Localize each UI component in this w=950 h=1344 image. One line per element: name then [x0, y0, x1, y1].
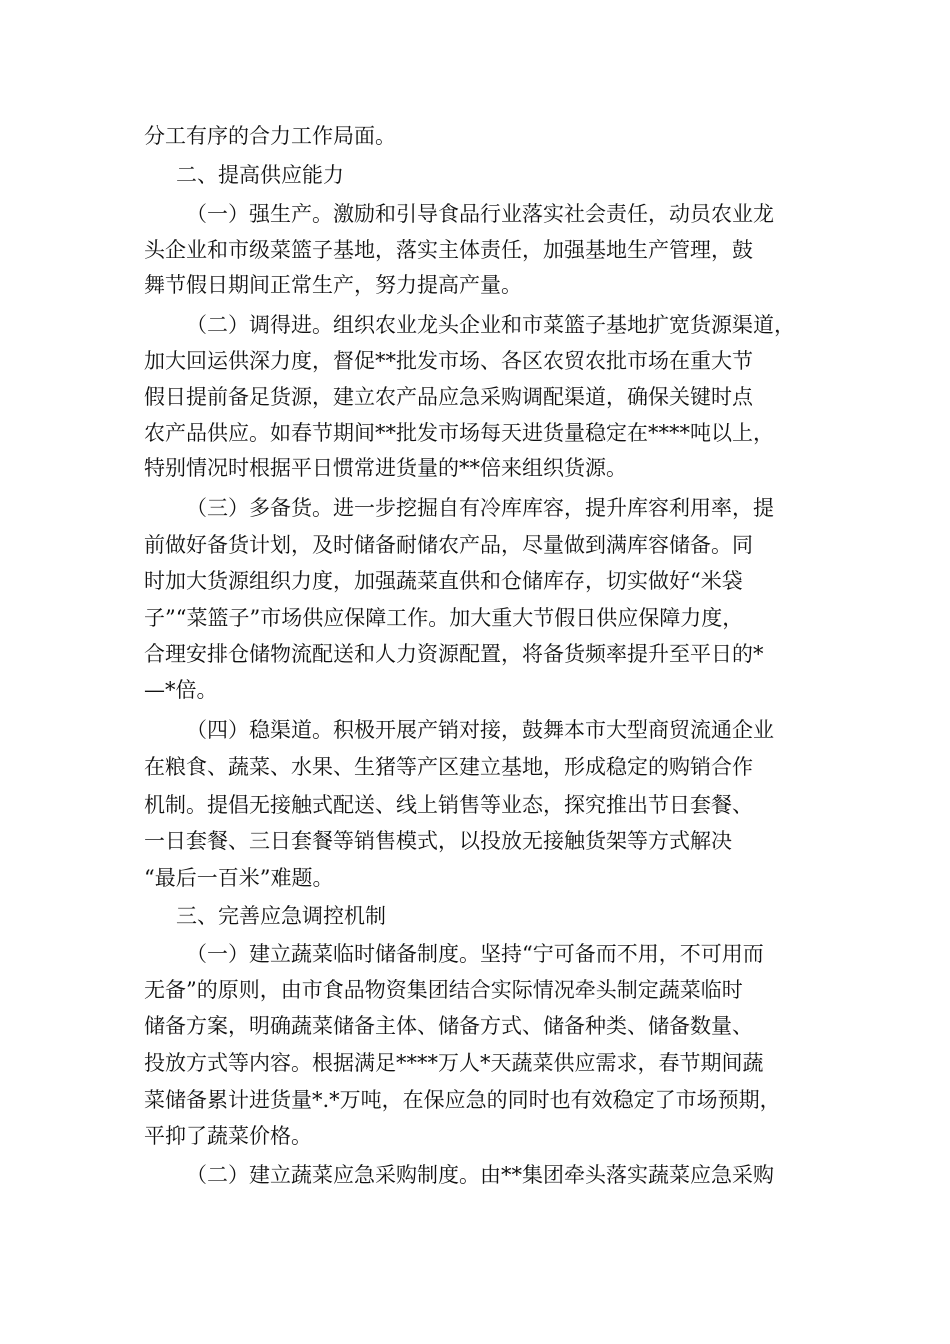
paragraph-line: 农产品供应。如春节期间**批发市场每天进货量稳定在****吨以上， [144, 421, 774, 445]
section-heading: 三、完善应急调控机制 [176, 904, 386, 928]
paragraph-line: （二）调得进。组织农业龙头企业和市菜篮子基地扩宽货源渠道， [186, 313, 795, 337]
paragraph-line: （二）建立蔬菜应急采购制度。由**集团牵头落实蔬菜应急采购 [186, 1163, 774, 1187]
paragraph-line: （一）强生产。激励和引导食品行业落实社会责任，动员农业龙 [186, 202, 774, 226]
paragraph-line: （三）多备货。进一步挖掘自有冷库库容，提升库容利用率，提 [186, 496, 774, 520]
paragraph-line: “最后一百米”难题。 [144, 866, 334, 890]
paragraph-line: 储备方案，明确蔬菜储备主体、储备方式、储备种类、储备数量、 [144, 1014, 753, 1038]
paragraph-line: 假日提前备足货源，建立农产品应急采购调配渠道，确保关键时点 [144, 385, 753, 409]
paragraph-line: 分工有序的合力工作局面。 [144, 124, 396, 148]
paragraph-line: （一）建立蔬菜临时储备制度。坚持“宁可备而不用，不可用而 [186, 942, 764, 966]
paragraph-line: 加大回运供深力度，督促**批发市场、各区农贸农批市场在重大节 [144, 349, 753, 373]
paragraph-line: 合理安排仓储物流配送和人力资源配置，将备货频率提升至平日的* [144, 642, 764, 666]
paragraph-line: 子”“菜篮子”市场供应保障工作。加大重大节假日供应保障力度， [144, 606, 744, 630]
paragraph-line: 在粮食、蔬菜、水果、生猪等产区建立基地，形成稳定的购销合作 [144, 755, 753, 779]
paragraph-line: 特别情况时根据平日惯常进货量的**倍来组织货源。 [144, 456, 627, 480]
paragraph-line: 菜储备累计进货量*.*万吨，在保应急的同时也有效稳定了市场预期， [144, 1088, 781, 1112]
paragraph-line: 前做好备货计划，及时储备耐储农产品，尽量做到满库容储备。同 [144, 533, 753, 557]
paragraph-line: （四）稳渠道。积极开展产销对接，鼓舞本市大型商贸流通企业 [186, 718, 774, 742]
paragraph-line: 投放方式等内容。根据满足****万人*天蔬菜供应需求，春节期间蔬 [144, 1051, 764, 1075]
paragraph-line: 时加大货源组织力度，加强蔬菜直供和仓储库存，切实做好“米袋 [144, 569, 743, 593]
paragraph-line: 舞节假日期间正常生产，努力提高产量。 [144, 273, 522, 297]
paragraph-line: 无备”的原则，由市食品物资集团结合实际情况牵头制定蔬菜临时 [144, 978, 743, 1002]
paragraph-line: 机制。提倡无接触式配送、线上销售等业态，探究推出节日套餐、 [144, 793, 753, 817]
paragraph-line: 头企业和市级菜篮子基地，落实主体责任，加强基地生产管理，鼓 [144, 238, 753, 262]
paragraph-line: 平抑了蔬菜价格。 [144, 1124, 312, 1148]
section-heading: 二、提高供应能力 [176, 163, 344, 187]
paragraph-line: 一日套餐、三日套餐等销售模式，以投放无接触货架等方式解决 [144, 829, 732, 853]
paragraph-line: —*倍。 [144, 678, 218, 702]
